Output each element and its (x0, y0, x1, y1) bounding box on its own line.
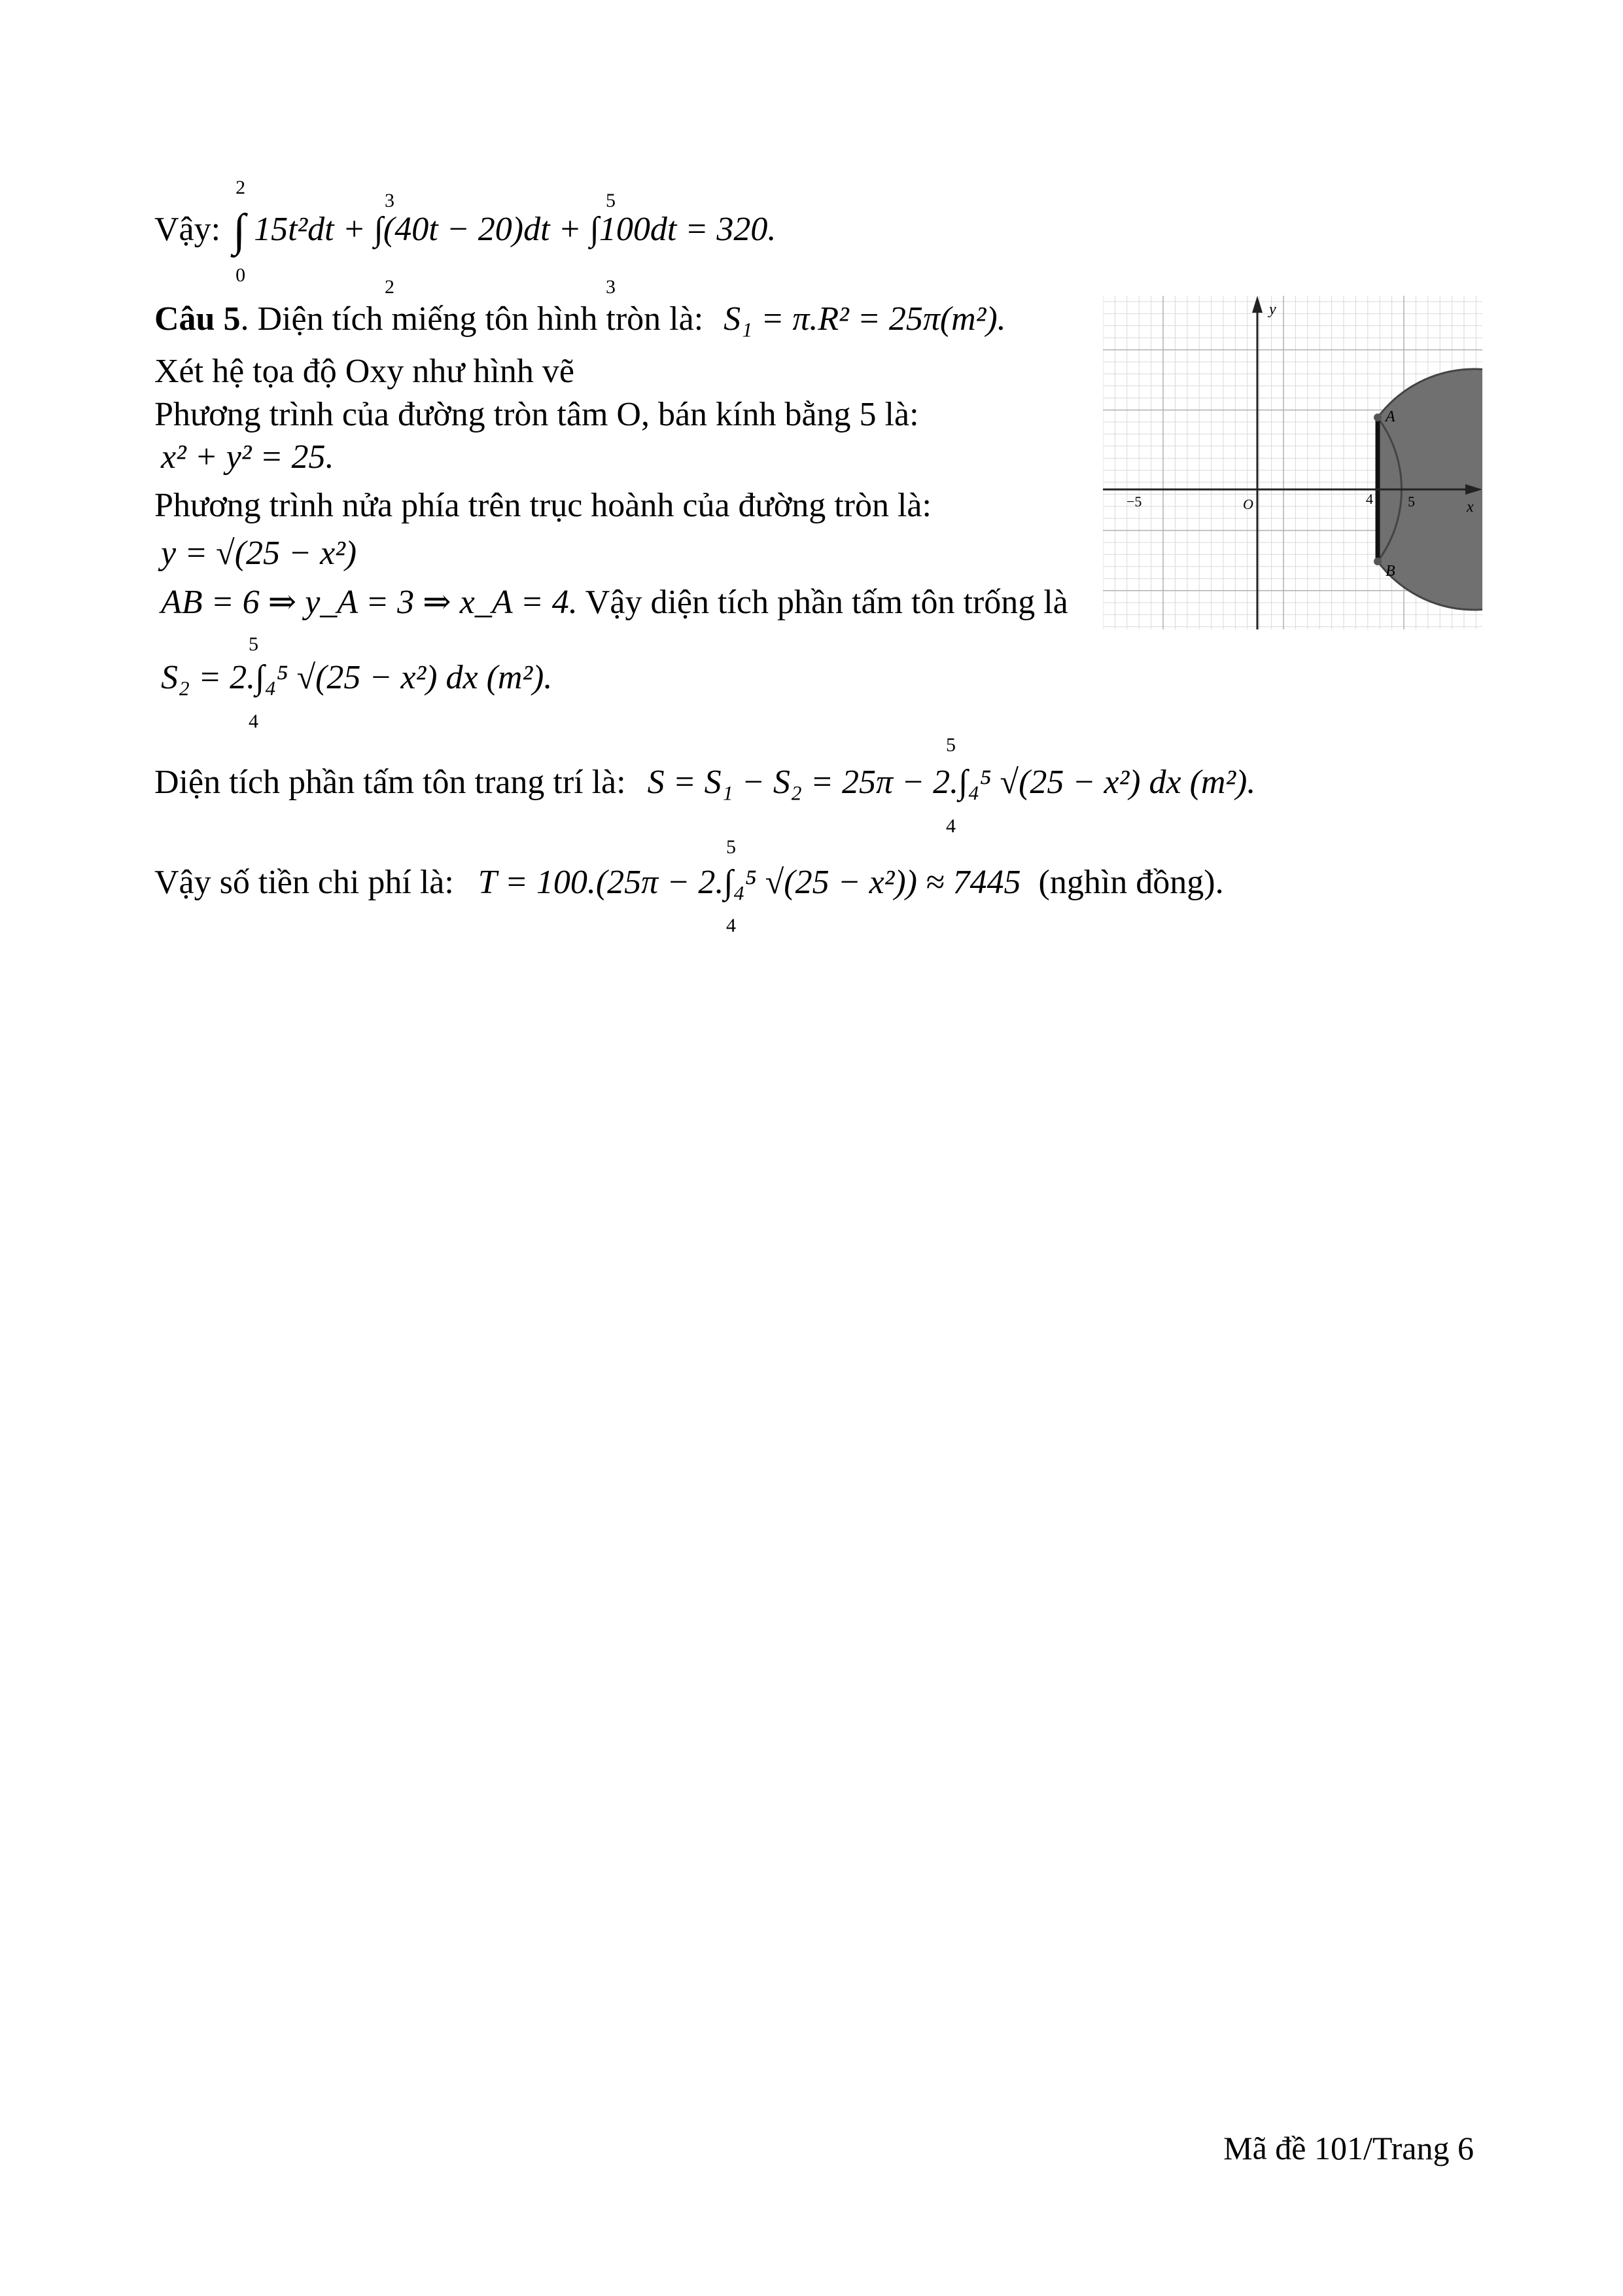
cau5-label: Câu 5 (154, 300, 241, 338)
cost-line (154, 862, 1224, 903)
circle-equation: x² + y² = 25. (161, 438, 334, 476)
y-axis-label: y (1269, 301, 1276, 318)
deco-int-lower: 4 (946, 815, 956, 837)
vay-label: Vậy: (154, 211, 221, 248)
cost-text: Vậy số tiền chi phí là: (154, 864, 454, 901)
cost-int-upper: 5 (726, 836, 736, 858)
point-b-dot (1374, 557, 1382, 565)
integral-sum-equation: 15t²dt + ∫(40t − 20)dt + ∫100dt = 320. (254, 211, 777, 248)
x-axis-label: x (1467, 499, 1474, 516)
origin-label: O (1243, 496, 1253, 512)
cost-equation: T = 100.(25π − 2.∫₄⁵ √(25 − x²)) ≈ 7445 (478, 864, 1021, 901)
ab-line (161, 582, 1068, 623)
oxy-line: Xét hệ tọa độ Oxy như hình vẽ (154, 353, 574, 390)
s2-int-lower: 4 (249, 711, 258, 732)
integral-sign-2: 3 2 (385, 190, 394, 298)
cost-unit: (nghìn đồng). (1038, 864, 1224, 901)
integral-sum-line (154, 177, 777, 298)
integral-sign-1: ∫ 2 0 (233, 177, 246, 287)
ab-text: Vậy diện tích phần tấm tôn trống là (577, 584, 1068, 621)
upper-half-equation: y = √(25 − x²) (161, 535, 357, 572)
ab-equation: AB = 6 ⇒ y_A = 3 ⇒ x_A = 4. (161, 584, 578, 621)
point-a-dot (1374, 414, 1382, 421)
tick-4: 4 (1366, 491, 1373, 507)
document-page: Vậy: ∫ 2 0 15t²dt + ∫(40t − 20)dt + ∫100dt = 320. 3 2 5 3 Câu 5. Diện tích miếng tôn hình tròn là: S₁ = π.R² = 25π(m²). Xét hệ tọa độ Oxy như hình vẽ Phương trình của đường tròn tâm O, bán kính bằng 5 là: x² + y² = 25. Phương trình nửa phía trên trục hoành của đường tròn là: y = √(25 − x²) AB = 6 ⇒ y_A = 3 ⇒ x_A = 4. Vậy diện tích phần tấm tôn trống là S₂ = 2.∫₄⁵ √(25 − x²) dx (m²). 5 4 Diện tích phần tấm tôn trang trí là: S = S₁ − S₂ = 25π − 2.∫₄⁵ √(25 − x²) dx (m²). 5 4 Vậy số tiền chi phí là: T = 100.(25π − 2.∫₄⁵ √(25 − x²)) ≈ 7445 (nghìn đồng). 5 4 y x O −5 4 5 A B Mã đề 101/Trang 6 (0, 0, 1623, 2296)
y-axis-arrow-icon (1252, 296, 1263, 313)
s2-equation: S₂ = 2.∫₄⁵ √(25 − x²) dx (m²). (161, 659, 553, 696)
deco-equation: S = S₁ − S₂ = 25π − 2.∫₄⁵ √(25 − x²) dx (m²). (647, 764, 1256, 801)
tick-neg5: −5 (1126, 493, 1142, 510)
circle-figure (1103, 296, 1482, 629)
deco-line (154, 762, 1255, 803)
deco-int-upper: 5 (946, 734, 956, 756)
point-b-label: B (1386, 563, 1395, 580)
cau5-text: . Diện tích miếng tôn hình tròn là: (240, 300, 704, 338)
cau5-line (154, 299, 1006, 340)
tick-5: 5 (1408, 493, 1415, 510)
s1-formula: S₁ = π.R² = 25π(m²). (724, 300, 1006, 338)
deco-text: Diện tích phần tấm tôn trang trí là: (154, 764, 626, 801)
s2-int-upper: 5 (249, 633, 258, 655)
cost-int-lower: 4 (726, 915, 736, 936)
upper-half-intro: Phương trình nửa phía trên trục hoành của đường tròn là: (154, 487, 932, 524)
s2-line (161, 658, 552, 698)
point-a-label: A (1386, 408, 1395, 425)
circle-eq-intro: Phương trình của đường tròn tâm O, bán kính bằng 5 là: (154, 396, 919, 433)
page-footer: Mã đề 101/Trang 6 (1223, 2130, 1474, 2166)
